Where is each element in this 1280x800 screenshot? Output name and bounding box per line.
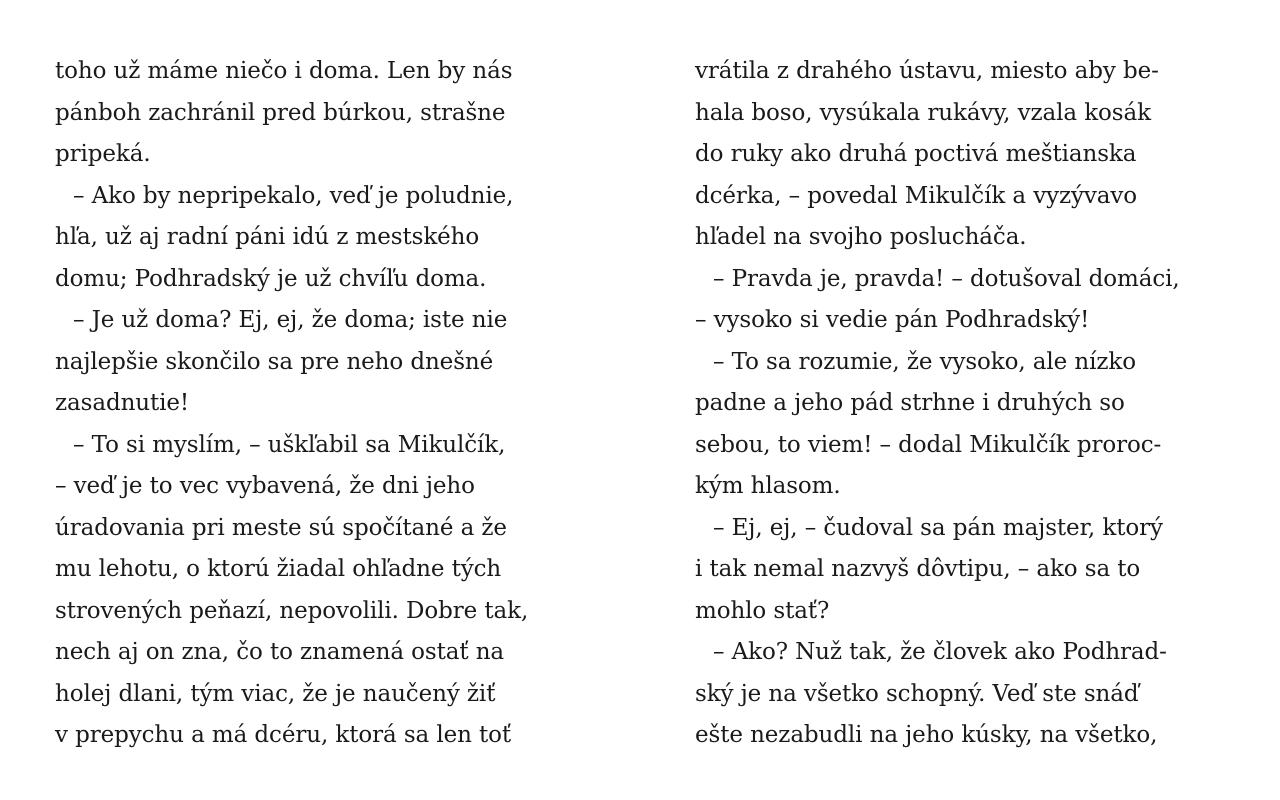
text-line: hala boso, vysúkala rukávy, vzala kosák [695, 99, 1151, 126]
text-line: – Ej, ej, – čudoval sa pán majster, ktorý [713, 514, 1163, 541]
text-line: najlepšie skončilo sa pre neho dnešné [55, 348, 494, 375]
text-line: pánboh zachránil pred búrkou, strašne [55, 99, 506, 126]
text-line: kým hlasom. [695, 473, 841, 499]
text-line: vrátila z drahého ústavu, miesto aby be- [695, 58, 1159, 84]
text-line: v prepychu a má dcéru, ktorá sa len toť [55, 722, 512, 748]
text-line: zasadnutie! [55, 390, 190, 416]
text-line: toho už máme niečo i doma. Len by nás [55, 58, 513, 84]
text-line: dcérka, – povedal Mikulčík a vyzývavo [695, 182, 1138, 209]
text-line: – vysoko si vedie pán Podhradský! [695, 307, 1090, 333]
text-line: holej dlani, tým viac, že je naučený žiť [55, 680, 496, 707]
text-line: padne a jeho pád strhne i druhých so [695, 390, 1125, 416]
text-line: nech aj on zna, čo to znamená ostať na [55, 639, 505, 665]
text-line: sebou, to viem! – dodal Mikulčík proroc- [695, 431, 1162, 458]
text-line: – Ako? Nuž tak, že človek ako Podhrad- [713, 639, 1167, 665]
right-page-text [695, 51, 1230, 757]
text-line: pripeká. [55, 141, 151, 167]
text-line: – To si myslím, – uškľabil sa Mikulčík, [73, 431, 506, 458]
text-line: strovených peňazí, nepovolili. Dobre tak, [55, 597, 529, 624]
text-line: domu; Podhradský je už chvíľu doma. [55, 265, 487, 292]
text-line: ešte nezabudli na jeho kúsky, na všetko, [695, 722, 1158, 748]
text-line: úradovania pri meste sú spočítané a že [55, 514, 507, 541]
text-line: – Pravda je, pravda! – dotušoval domáci, [713, 265, 1180, 292]
text-line: hľa, už aj radní páni idú z mestského [55, 224, 480, 250]
text-line: – Ako by nepripekalo, veď je poludnie, [73, 182, 514, 209]
text-line: – Je už doma? Ej, ej, že doma; iste nie [73, 307, 508, 333]
text-line: mu lehotu, o ktorú žiadal ohľadne tých [55, 556, 502, 582]
text-line: mohlo stať? [695, 597, 830, 624]
text-line: ský je na všetko schopný. Veď ste snáď [695, 680, 1139, 707]
text-line: i tak nemal nazvyš dôvtipu, – ako sa to [695, 556, 1141, 582]
text-line: hľadel na svojho poslucháča. [695, 224, 1027, 250]
text-line: do ruky ako druhá poctivá meštianska [695, 141, 1137, 167]
left-page-text [55, 51, 590, 757]
text-line: – veď je to vec vybavená, že dni jeho [55, 473, 475, 499]
text-line: – To sa rozumie, že vysoko, ale nízko [713, 348, 1136, 375]
